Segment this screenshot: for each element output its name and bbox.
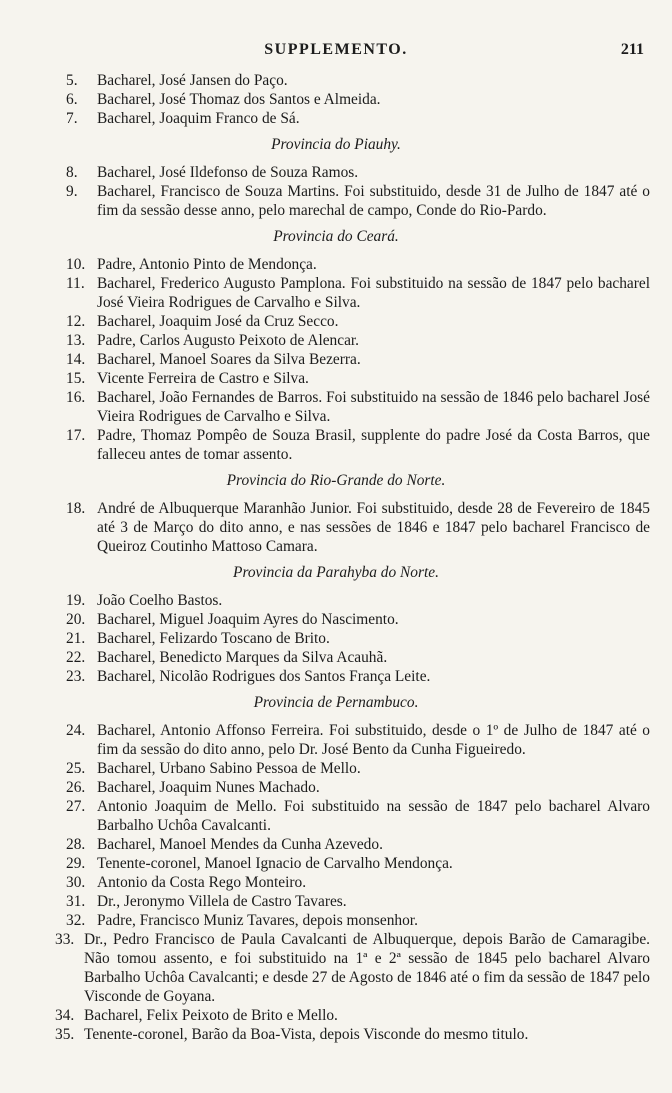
- province-heading: Provincia do Rio-Grande do Norte.: [226, 472, 446, 489]
- deputy-entry: [0, 1006, 672, 1025]
- entry-text: Antonio da Costa Rego Monteiro.: [97, 874, 307, 891]
- entry-text: Bacharel, Felix Peixoto de Brito e Mello.: [84, 1007, 338, 1024]
- deputy-entry: [0, 873, 672, 892]
- entry-number: 23.: [66, 668, 86, 685]
- entry-number: 27.: [66, 798, 86, 815]
- deputy-entry: [0, 255, 672, 274]
- entry-number: 35.: [55, 1026, 75, 1043]
- entry-number: 11.: [66, 275, 85, 292]
- deputy-entry: [0, 350, 672, 369]
- entry-number: 26.: [66, 779, 86, 796]
- entry-number: 7.: [66, 110, 78, 127]
- entry-text: Tenente-coronel, Manoel Ignacio de Carvalho Mendonça.: [97, 855, 453, 872]
- entry-text: Bacharel, Nicolão Rodrigues dos Santos França Leite.: [97, 668, 431, 685]
- deputy-entry: [0, 778, 672, 797]
- province-heading: Provincia do Piauhy.: [271, 136, 401, 153]
- entry-text: André de Albuquerque Maranhão Junior. Foi substituido, desde 28 de Fevereiro de 1845 até 3 de Março do dito anno, e nas sessões de 1846 e 1847 pelo bacharel Francisco de Queiroz Coutinho Mattoso Camara.: [97, 500, 650, 555]
- entry-text: Bacharel, Frederico Augusto Pamplona. Foi substituido na sessão de 1847 pelo bacharel José Vieira Rodrigues de Carvalho e Silva.: [97, 275, 650, 311]
- entry-text: João Coelho Bastos.: [97, 592, 223, 609]
- deputy-entry: [0, 331, 672, 350]
- deputy-entry: [0, 797, 672, 835]
- entry-number: 24.: [66, 722, 86, 739]
- deputy-entry: [0, 499, 672, 556]
- entry-text: Bacharel, Joaquim José da Cruz Secco.: [97, 313, 339, 330]
- entry-number: 10.: [66, 256, 86, 273]
- deputy-entry: [0, 854, 672, 873]
- entry-text: Bacharel, Urbano Sabino Pessoa de Mello.: [97, 760, 361, 777]
- entry-text: Bacharel, Manoel Soares da Silva Bezerra.: [97, 351, 361, 368]
- page-number: 211: [620, 41, 644, 58]
- deputy-entry: [0, 667, 672, 686]
- deputy-entry: [0, 591, 672, 610]
- entry-number: 17.: [66, 427, 86, 444]
- entry-number: 31.: [66, 893, 86, 910]
- deputy-entry: [0, 759, 672, 778]
- entry-text: Antonio Joaquim de Mello. Foi substituido na sessão de 1847 pelo bacharel Alvaro Barbalho Uchôa Cavalcanti.: [97, 798, 650, 834]
- deputy-entry: [0, 312, 672, 331]
- deputy-entry: [0, 274, 672, 312]
- deputy-entry: [0, 109, 672, 128]
- deputy-entry: [0, 71, 672, 90]
- entry-number: 30.: [66, 874, 86, 891]
- entry-text: Bacharel, Antonio Affonso Ferreira. Foi substituido, desde o 1º de Julho de 1847 até o fim da sessão do dito anno, pelo Dr. José Bento da Cunha Figueiredo.: [97, 722, 650, 758]
- entry-text: Bacharel, Miguel Joaquim Ayres do Nascimento.: [97, 611, 399, 628]
- entry-number: 18.: [66, 500, 86, 517]
- deputy-entry: [0, 90, 672, 109]
- deputy-entry: [0, 369, 672, 388]
- entry-text: Bacharel, Francisco de Souza Martins. Foi substituido, desde 31 de Julho de 1847 até o fim da sessão desse anno, pelo marechal de campo, Conde do Rio-Pardo.: [97, 183, 650, 219]
- entry-text: Bacharel, Manoel Mendes da Cunha Azevedo.: [97, 836, 383, 853]
- entry-number: 21.: [66, 630, 86, 647]
- deputy-entry: [0, 721, 672, 759]
- province-heading: Provincia da Parahyba do Norte.: [233, 564, 439, 581]
- province-section: [0, 563, 672, 686]
- entry-number: 22.: [66, 649, 86, 666]
- entry-number: 34.: [55, 1007, 75, 1024]
- province-section: [0, 71, 672, 128]
- entry-number: 6.: [66, 91, 78, 108]
- entry-number: 16.: [66, 389, 86, 406]
- entry-text: Padre, Antonio Pinto de Mendonça.: [97, 256, 317, 273]
- entry-number: 19.: [66, 592, 86, 609]
- entry-text: Vicente Ferreira de Castro e Silva.: [97, 370, 309, 387]
- deputy-entry: [0, 629, 672, 648]
- entry-text: Bacharel, Joaquim Franco de Sá.: [97, 110, 300, 127]
- entry-number: 32.: [66, 912, 86, 929]
- entry-text: Bacharel, José Ildefonso de Souza Ramos.: [97, 164, 359, 181]
- entry-number: 13.: [66, 332, 86, 349]
- entry-number: 20.: [66, 611, 86, 628]
- entry-number: 25.: [66, 760, 86, 777]
- entry-text: Bacharel, Joaquim Nunes Machado.: [97, 779, 320, 796]
- province-section: [0, 693, 672, 1044]
- deputy-entry: [0, 648, 672, 667]
- entry-text: Dr., Pedro Francisco de Paula Cavalcanti de Albuquerque, depois Barão de Camaragibe. Não tomou assento, e foi substituido na 1ª e 2ª sessão de 1845 pelo bacharel Alvaro Barbalho Uchôa Cavalcanti; e desde 27 de Agosto de 1846 até o fim da sessão de 1847 pelo Visconde de Goyana.: [84, 931, 650, 1005]
- entry-number: 5.: [66, 72, 78, 89]
- entry-text: Dr., Jeronymo Villela de Castro Tavares.: [97, 893, 347, 910]
- entry-number: 14.: [66, 351, 86, 368]
- deputy-entry: [0, 1025, 672, 1044]
- entry-text: Bacharel, Felizardo Toscano de Brito.: [97, 630, 330, 647]
- entry-text: Tenente-coronel, Barão da Boa-Vista, depois Visconde do mesmo titulo.: [84, 1026, 529, 1043]
- province-section: [0, 471, 672, 556]
- deputy-entry: [0, 610, 672, 629]
- entry-text: Padre, Thomaz Pompêo de Souza Brasil, supplente do padre José da Costa Barros, que falleceu antes de tomar assento.: [97, 427, 650, 463]
- entry-number: 8.: [66, 164, 78, 181]
- deputy-entry: [0, 911, 672, 930]
- entry-text: Padre, Carlos Augusto Peixoto de Alencar.: [97, 332, 360, 349]
- deputy-entry: [0, 182, 672, 220]
- running-header-title: SUPPLEMENTO.: [264, 41, 408, 58]
- entry-number: 33.: [55, 931, 75, 948]
- entry-text: Bacharel, João Fernandes de Barros. Foi substituido na sessão de 1846 pelo bacharel José Vieira Rodrigues de Carvalho e Silva.: [97, 389, 650, 425]
- entry-text: Bacharel, José Thomaz dos Santos e Almeida.: [97, 91, 381, 108]
- province-section: [0, 227, 672, 464]
- entry-number: 9.: [66, 183, 78, 200]
- entry-number: 29.: [66, 855, 86, 872]
- entry-number: 28.: [66, 836, 86, 853]
- deputy-entry: [0, 426, 672, 464]
- entry-text: Bacharel, Benedicto Marques da Silva Acauhã.: [97, 649, 388, 666]
- entry-number: 15.: [66, 370, 86, 387]
- entry-text: Padre, Francisco Muniz Tavares, depois monsenhor.: [97, 912, 418, 929]
- province-heading: Provincia do Ceará.: [273, 228, 399, 245]
- province-heading: Provincia de Pernambuco.: [253, 694, 419, 711]
- entry-text: Bacharel, José Jansen do Paço.: [97, 72, 288, 89]
- deputy-entry: [0, 892, 672, 911]
- province-section: [0, 135, 672, 220]
- deputy-entry: [0, 835, 672, 854]
- entry-number: 12.: [66, 313, 86, 330]
- deputy-entry: [0, 388, 672, 426]
- document-body: [0, 71, 672, 1044]
- deputy-entry: [0, 163, 672, 182]
- deputy-entry: [0, 930, 672, 1006]
